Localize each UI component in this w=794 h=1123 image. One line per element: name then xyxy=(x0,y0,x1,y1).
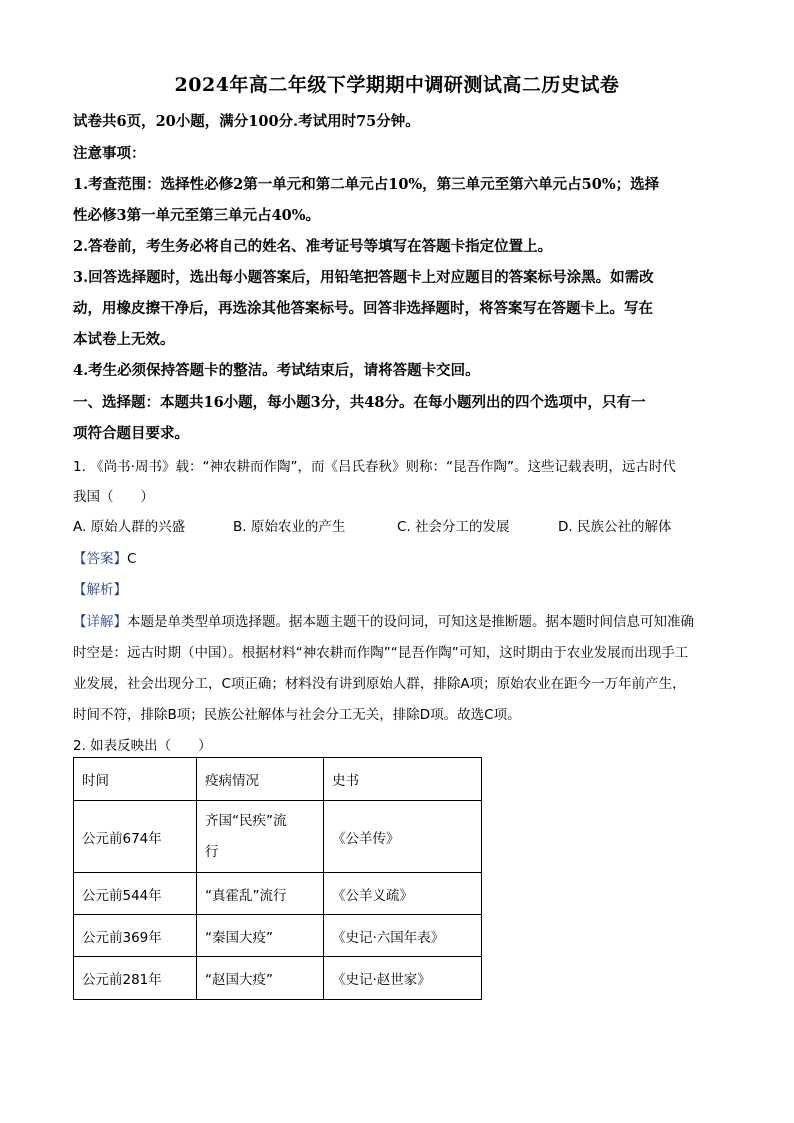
exam-summary: 试卷共6页，20小题，满分100分.考试用时75分钟。 xyxy=(73,113,420,130)
answer-tag: 【答案】 xyxy=(73,551,127,567)
table-cell-disease: “秦国大疫” xyxy=(197,915,324,957)
q1-stem-line-2: 我国（ ） xyxy=(73,489,154,505)
table-cell-book: 《史记·赵世家》 xyxy=(324,957,482,1000)
notice-line-4: 3.回答选择题时，选出每小题答案后，用铅笔把答题卡上对应题目的答案标号涂黑。如需改 xyxy=(73,269,654,286)
notice-line-5: 动，用橡皮擦干净后，再选涂其他答案标号。回答非选择题时，将答案写在答题卡上。写在 xyxy=(73,300,653,317)
q1-detail-line-3: 业发展，社会出现分工，C项正确；材料没有讲到原始人群，排除A项；原始农业在距今一万年前产生， xyxy=(73,676,686,692)
table-cell-disease-line-1: 齐国“民疾”流 xyxy=(205,812,287,829)
table-cell-book: 《公羊义疏》 xyxy=(324,873,482,915)
notice-line-2: 性必修3第一单元至第三单元占40%。 xyxy=(73,207,321,224)
section-heading-line-1: 一、选择题：本题共16小题，每小题3分，共48分。在每小题列出的四个选项中，只有一 xyxy=(73,394,646,411)
table-cell-book: 《史记·六国年表》 xyxy=(324,915,482,957)
table-cell-disease: “真霍乱”流行 xyxy=(197,873,324,915)
q1-option-b: B. 原始农业的产生 xyxy=(233,519,346,535)
q1-stem-line-1: 1. 《尚书·周书》载：“神农耕而作陶”，而《吕氏春秋》则称：“昆吾作陶”。这些记载表明，远古时代 xyxy=(73,459,676,475)
q2-table xyxy=(73,757,482,1000)
table-header-time: 时间 xyxy=(74,758,197,801)
table-row xyxy=(74,915,482,957)
notice-line-6: 本试卷上无效。 xyxy=(73,331,175,348)
table-cell-time: 公元前544年 xyxy=(74,873,197,915)
q1-option-d: D. 民族公社的解体 xyxy=(558,519,672,535)
notice-line-7: 4.考生必须保持答题卡的整洁。考试结束后，请将答题卡交回。 xyxy=(73,362,480,379)
notice-heading: 注意事项： xyxy=(73,145,146,162)
notice-line-1: 1.考查范围：选择性必修2第一单元和第二单元占10%，第三单元至第六单元占50%；选择 xyxy=(73,176,660,193)
q1-option-c: C. 社会分工的发展 xyxy=(397,519,510,535)
table-cell-disease-line-2: 行 xyxy=(205,843,219,860)
table-cell-time: 公元前281年 xyxy=(74,957,197,1000)
detail-text: 本题是单类型单项选择题。据本题主题干的设问词，可知这是推断题。据本题时间信息可知准确 xyxy=(127,614,694,630)
table-row xyxy=(74,801,482,873)
answer-value: C xyxy=(127,551,137,567)
table-row xyxy=(74,957,482,1000)
notice-line-3: 2.答卷前，考生务必将自己的姓名、准考证号等填写在答题卡指定位置上。 xyxy=(73,238,553,255)
table-header-row xyxy=(74,758,482,801)
q1-answer xyxy=(73,547,733,567)
table-cell-time: 公元前369年 xyxy=(74,915,197,957)
q1-option-a: A. 原始人群的兴盛 xyxy=(73,519,186,535)
page-title: 2024年高二年级下学期期中调研测试高二历史试卷 xyxy=(174,74,620,96)
detail-tag: 【详解】 xyxy=(73,614,127,630)
table-cell-disease: “赵国大疫” xyxy=(197,957,324,1000)
table-cell-book: 《公羊传》 xyxy=(324,801,482,873)
q1-detail-line-4: 时间不符，排除B项；民族公社解体与社会分工无关，排除D项。故选C项。 xyxy=(73,707,521,723)
q2-stem: 2. 如表反映出（ ） xyxy=(73,738,212,754)
section-heading-line-2: 项符合题目要求。 xyxy=(73,425,189,442)
table-header-book: 史书 xyxy=(324,758,482,801)
table-header-disease: 疫病情况 xyxy=(197,758,324,801)
q1-detail-line-1 xyxy=(73,610,733,630)
table-row xyxy=(74,873,482,915)
table-cell-disease xyxy=(197,801,324,873)
analysis-tag: 【解析】 xyxy=(73,582,127,598)
table-cell-time: 公元前674年 xyxy=(74,801,197,873)
q1-detail-line-2: 时空是：远古时期（中国）。根据材料“神农耕而作陶”“昆吾作陶”可知，这时期由于农业发展而出现手工 xyxy=(73,645,689,661)
